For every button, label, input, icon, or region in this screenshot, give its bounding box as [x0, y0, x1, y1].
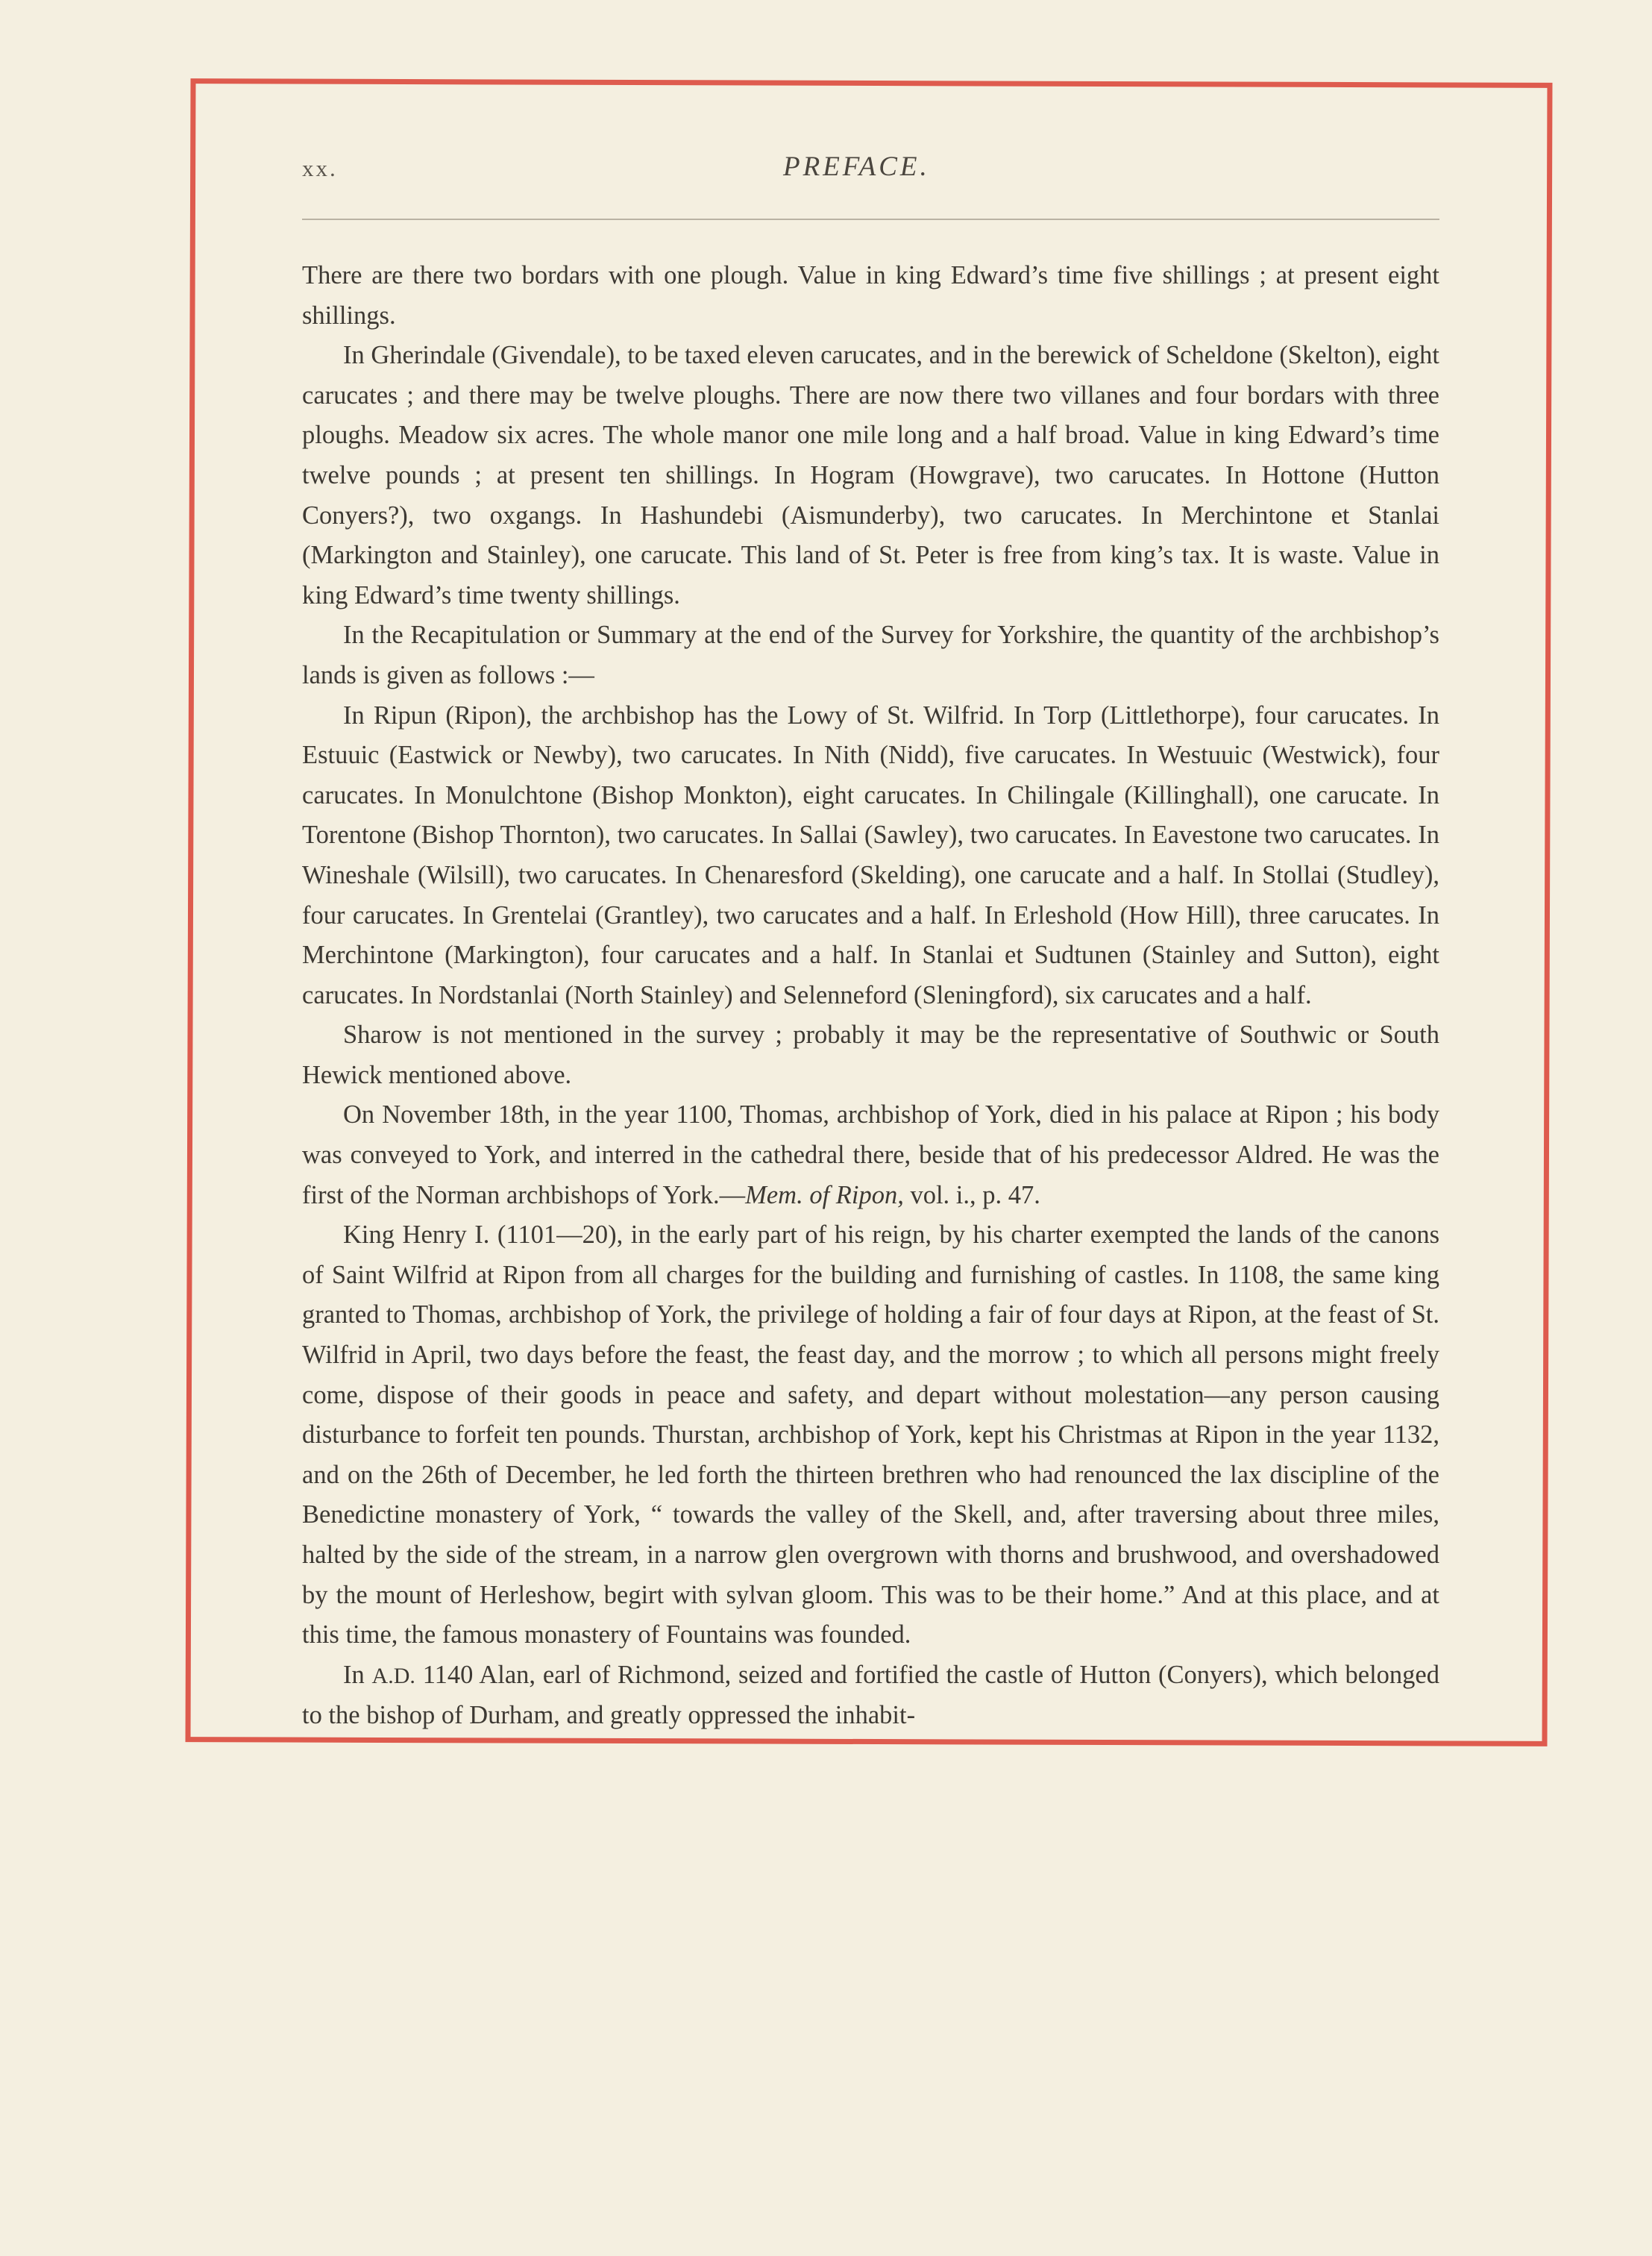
running-head	[302, 142, 1439, 201]
paragraph-8	[302, 1655, 1439, 1736]
page-content	[302, 142, 1439, 1730]
paragraph-3	[302, 615, 1439, 695]
paragraph-5	[302, 1015, 1439, 1095]
paragraph-6	[302, 1095, 1439, 1215]
header-rule	[302, 219, 1439, 220]
paragraph-text: 1140 Alan, earl of Richmond, seized and fortified the castle of Hutton (Conyers), which belonged to the bishop of Durham, and greatly oppressed the inhabit-	[302, 1660, 1439, 1730]
citation-tail: vol. i., p. 47.	[903, 1180, 1040, 1209]
era-abbreviation: A.D.	[371, 1663, 415, 1688]
paragraph-text: In Ripun (Ripon), the archbishop has the Lowy of St. Wilfrid. In Torp (Littlethorpe), four carucates. In Estuuic (Eastwick or Newby), two carucates. In Nith (Nidd), five carucates. In Westuuic (Westwick), four carucates. In Monulchtone (Bishop Monkton), eight carucates. In Chilingale (Killinghall), one carucate. In Torentone (Bishop Thornton), two carucates. In Sallai (Sawley), two carucates. In Eavestone two carucates. In Wineshale (Wilsill), two carucates. In Chenaresford (Skelding), one carucate and a half. In Stollai (Studley), four carucates. In Grentelai (Grantley), two carucates and a half. In Erleshold (How Hill), three carucates. In Merchintone (Markington), four carucates and a half. In Stanlai et Sudtunen (Stainley and Sutton), eight carucates. In Nordstanlai (North Stainley) and Selenneford (Sleningford), six carucates and a half.	[302, 701, 1439, 1009]
paragraph-text: In Gherindale (Givendale), to be taxed eleven carucates, and in the berewick of Scheldone (Skelton), eight carucates ; and there may be twelve ploughs. There are now there two villanes and four bordars with three ploughs. Meadow six acres. The whole manor one mile long and a half broad. Value in king Edward’s time twelve pounds ; at present ten shillings. In Hogram (Howgrave), two carucates. In Hottone (Hutton Conyers?), two oxgangs. In Hashundebi (Aismunderby), two carucates. In Merchintone et Stanlai (Markington and Stainley), one carucate. This land of St. Peter is free from king’s tax. It is waste. Value in king Edward’s time twenty shillings.	[302, 341, 1439, 610]
page-number: xx.	[302, 155, 338, 181]
paragraph-4	[302, 696, 1439, 1016]
paragraph-1	[302, 256, 1439, 336]
paragraph-text: There are there two bordars with one plough. Value in king Edward’s time five shillings ; at present eight shillings.	[302, 261, 1439, 330]
page-title: PREFACE.	[783, 151, 930, 182]
citation: Mem. of Ripon,	[745, 1180, 904, 1209]
body-text	[302, 256, 1439, 1736]
paragraph-lead: In	[343, 1660, 372, 1689]
paragraph-2	[302, 336, 1439, 615]
paragraph-text: King Henry I. (1101—20), in the early part of his reign, by his charter exempted the lands of the canons of Saint Wilfrid at Ripon from all charges for the building and furnishing of castles. In 1108, the same king granted to Thomas, archbishop of York, the privilege of holding a fair of four days at Ripon, at the feast of St. Wilfrid in April, two days before the feast, the feast day, and the morrow ; to which all persons might freely come, dispose of their goods in peace and safety, and depart without molestation—any person causing disturbance to forfeit ten pounds. Thurstan, archbishop of York, kept his Christmas at Ripon in the year 1132, and on the 26th of December, he led forth the thirteen brethren who had renounced the lax discipline of the Benedictine monastery of York, “ towards the valley of the Skell, and, after traversing about three miles, halted by the side of the stream, in a narrow glen overgrown with thorns and brushwood, and overshadowed by the mount of Herleshow, begirt with sylvan gloom. This was to be their home.” And at this place, and at this time, the famous monastery of Fountains was founded.	[302, 1221, 1439, 1649]
paragraph-7	[302, 1215, 1439, 1655]
paragraph-text: Sharow is not mentioned in the survey ; probably it may be the representative of Southwic or South Hewick mentioned above.	[302, 1021, 1439, 1089]
paragraph-text: In the Recapitulation or Summary at the end of the Survey for Yorkshire, the quantity of the archbishop’s lands is given as follows :—	[302, 621, 1439, 689]
paragraph-text: On November 18th, in the year 1100, Thomas, archbishop of York, died in his palace at Ripon ; his body was conveyed to York, and interred in the cathedral there, beside that of his predecessor Aldred. He was the first of the Norman archbishops of York.—	[302, 1100, 1439, 1209]
